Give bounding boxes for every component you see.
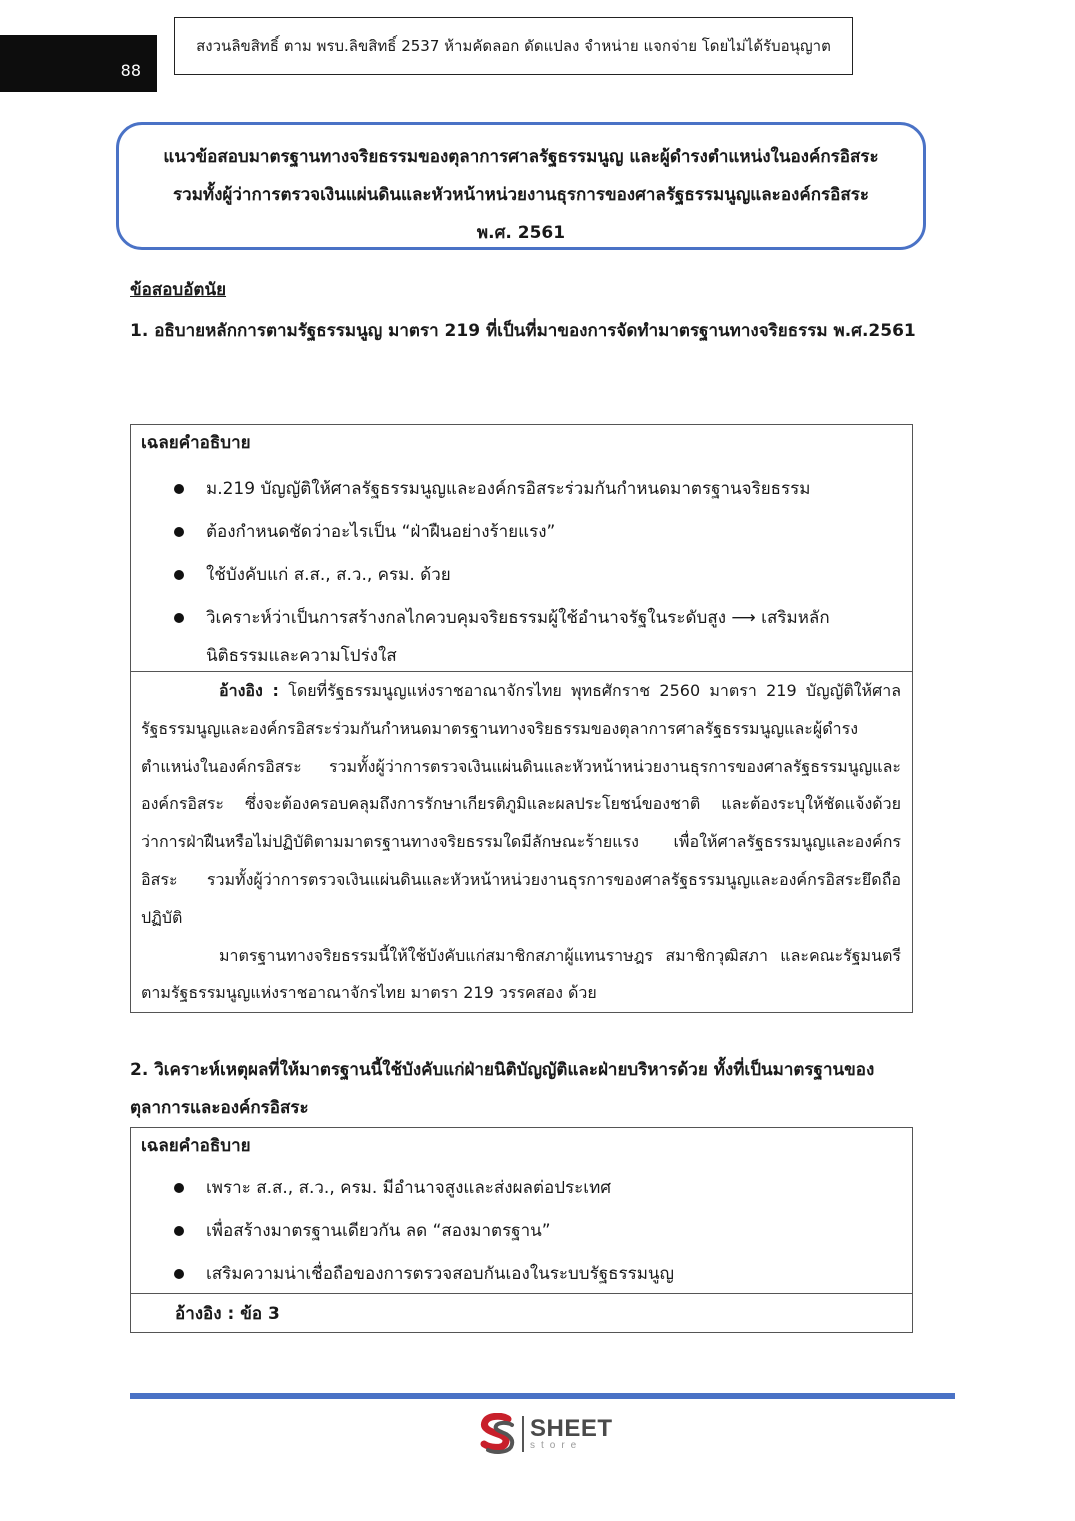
- title-line-3: พ.ศ. 2561: [476, 223, 566, 243]
- reference-paragraph-1: โดยที่รัฐธรรมนูญแห่งราชอาณาจักรไทย พุทธศักราช 2560 มาตรา 219 บัญญัติให้ศาลรัฐธรรมนูญและองค์กรอิสระร่วมกันกำหนดมาตรฐานทางจริยธรรมของตุลาการศาลรัฐธรรมนูญและผู้ดำรงตำแหน่งในองค์กรอิสระ รวมทั้งผู้ว่าการตรวจเงินแผ่นดินและหัวหน้าหน่วยงานธุรการของศาลรัฐธรรมนูญและองค์กรอิสระ ซึ่งจะต้องครอบคลุมถึงการรักษาเกียรติภูมิและผลประโยชน์ของชาติ และต้องระบุให้ชัดแจ้งด้วยว่าการฝ่าฝืนหรือไม่ปฏิบัติตามมาตรฐานทางจริยธรรมใดมีลักษณะร้ายแรง เพื่อให้ศาลรัฐธรรมนูญและองค์กรอิสระ รวมทั้งผู้ว่าการตรวจเงินแผ่นดินและหัวหน้าหน่วยงานธุรการของศาลรัฐธรรมนูญและองค์กรอิสระยึดถือปฏิบัติ: [141, 681, 902, 927]
- bullet-icon: [174, 1183, 184, 1193]
- list-item: [131, 1169, 912, 1207]
- answer-bullets: [131, 470, 912, 680]
- bullet-icon: [174, 570, 184, 580]
- bullet-text: เพราะ ส.ส., ส.ว., ครม. มีอำนาจสูงและส่งผลต่อประเทศ: [206, 1178, 612, 1198]
- answer-label: เฉลยคำอธิบาย: [141, 433, 251, 453]
- list-item: [131, 470, 912, 508]
- question-2: 2. วิเคราะห์เหตุผลที่ให้มาตรฐานนี้ใช้บังคับแก่ฝ่ายนิติบัญญัติและฝ่ายบริหารด้วย ทั้งที่เป็นมาตรฐานของตุลาการและองค์กรอิสระ: [130, 1060, 875, 1118]
- bullet-text: วิเคราะห์ว่าเป็นการสร้างกลไกควบคุมจริยธรรมผู้ใช้อำนาจรัฐในระดับสูง ⟶ เสริมหลักนิติธรรมและความโปร่งใส: [206, 608, 830, 666]
- logo-wordmark: [530, 1417, 613, 1451]
- section-heading: ข้อสอบอัตนัย: [130, 280, 227, 300]
- list-item: [131, 556, 912, 594]
- bullet-icon: [174, 1269, 184, 1279]
- answer-bullets: [131, 1169, 912, 1298]
- document-title: [116, 122, 926, 250]
- bullet-icon: [174, 484, 184, 494]
- divider: [131, 1293, 912, 1294]
- reference-paragraph-2: มาตรฐานทางจริยธรรมนี้ให้ใช้บังคับแก่สมาชิกสภาผู้แทนราษฎร สมาชิกวุฒิสภา และคณะรัฐมนตรีตามรัฐธรรมนูญแห่งราชอาณาจักรไทย มาตรา 219 วรรคสอง ด้วย: [141, 945, 901, 1003]
- answer-label: เฉลยคำอธิบาย: [141, 1136, 251, 1156]
- footer-rule: [130, 1393, 955, 1399]
- page-number: 88: [0, 35, 157, 92]
- question-1: 1. อธิบายหลักการตามรัฐธรรมนูญ มาตรา 219 ที่เป็นที่มาของการจัดทำมาตรฐานทางจริยธรรม พ.ศ.2561: [130, 321, 916, 341]
- list-item: [131, 513, 912, 551]
- list-item: [131, 1255, 912, 1293]
- logo-divider: [522, 1416, 524, 1452]
- bullet-text: เพื่อสร้างมาตรฐานเดียวกัน ลด “สองมาตรฐาน”: [206, 1221, 551, 1241]
- logo-s-icon: [478, 1413, 518, 1455]
- bullet-text: เสริมความน่าเชื่อถือของการตรวจสอบกันเองในระบบรัฐธรรมนูญ: [206, 1264, 675, 1284]
- reference-label: อ้างอิง :: [219, 681, 279, 700]
- bullet-text: ต้องกำหนดชัดว่าอะไรเป็น “ฝ่าฝืนอย่างร้ายแรง”: [206, 522, 556, 542]
- bullet-text: ม.219 บัญญัติให้ศาลรัฐธรรมนูญและองค์กรอิสระร่วมกันกำหนดมาตรฐานจริยธรรม: [206, 479, 811, 499]
- list-item: [131, 599, 912, 675]
- sheet-store-logo: [478, 1412, 628, 1456]
- bullet-icon: [174, 527, 184, 537]
- copyright-notice: สงวนลิขสิทธิ์ ตาม พรบ.ลิขสิทธิ์ 2537 ห้ามคัดลอก ดัดแปลง จำหน่าย แจกจ่าย โดยไม่ได้รับอนุญาต: [174, 17, 853, 75]
- bullet-text: ใช้บังคับแก่ ส.ส., ส.ว., ครม. ด้วย: [206, 565, 451, 585]
- logo-main-text: SHEET: [530, 1415, 613, 1442]
- bullet-icon: [174, 613, 184, 623]
- answer-box-1: [130, 424, 913, 1013]
- bullet-icon: [174, 1226, 184, 1236]
- logo-sub-text: store: [530, 1440, 583, 1451]
- reference-text: อ้างอิง : ข้อ 3: [175, 1304, 280, 1324]
- answer-box-2: [130, 1127, 913, 1333]
- title-line-1: แนวข้อสอบมาตรฐานทางจริยธรรมของตุลาการศาลรัฐธรรมนูญ และผู้ดำรงตำแหน่งในองค์กรอิสระ: [163, 147, 879, 167]
- title-line-2: รวมทั้งผู้ว่าการตรวจเงินแผ่นดินและหัวหน้าหน่วยงานธุรการของศาลรัฐธรรมนูญและองค์กรอิสระ: [173, 185, 869, 205]
- reference-text: [141, 672, 901, 1012]
- list-item: [131, 1212, 912, 1250]
